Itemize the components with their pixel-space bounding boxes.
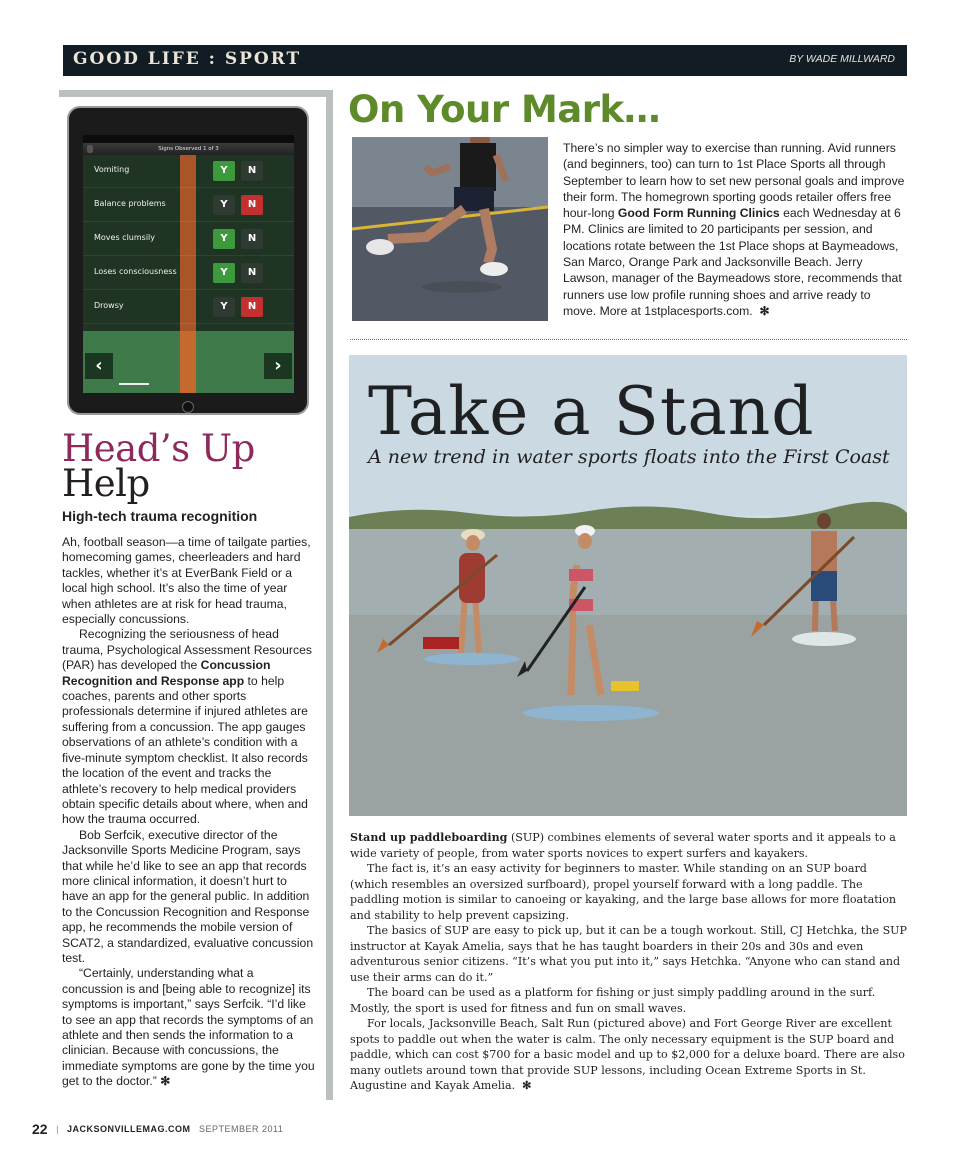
- chevron-right-icon: ›: [264, 353, 292, 379]
- byline: BY WADE MILLWARD: [789, 53, 895, 65]
- ipad-field-stripe: [180, 331, 196, 393]
- yes-button: Y: [213, 229, 235, 249]
- yes-button: Y: [213, 195, 235, 215]
- sidebar-subhead: High-tech trauma recognition: [62, 508, 258, 524]
- ipad-nav-bar: [83, 143, 294, 155]
- ipad-status-bar: [83, 135, 294, 143]
- mark-body: [563, 140, 905, 319]
- yes-button: Y: [213, 263, 235, 283]
- no-button: N: [241, 161, 263, 181]
- stand-body: [350, 830, 908, 1094]
- footer-separator: |: [56, 1124, 59, 1134]
- runner-photo: [352, 137, 548, 321]
- stand-paragraph: The board can be used as a platform for fishing or just simply paddling around in the surf. Mostly, the sport is used for fitness and fun on small waves.: [350, 986, 876, 1015]
- sidebar-paragraph: [62, 627, 316, 827]
- symptom-label: Drowsy: [94, 301, 124, 310]
- ipad-slider-icon: [119, 383, 149, 385]
- ipad-field-image: [83, 331, 294, 393]
- no-button: N: [241, 195, 263, 215]
- symptom-row: [83, 155, 294, 188]
- symptom-label: Vomiting: [94, 165, 130, 174]
- runner-illustration: [352, 137, 548, 321]
- symptom-row: [83, 223, 294, 256]
- stand-paragraph: The fact is, it’s an easy activity for beginners to master. While standing on an SUP board (which resembles an oversized surfboard), propel yourself forward with a long paddle. The paddling motion is similar to canoeing or kayaking, and the large base allows for more floatation and stability to help prevent capsizing.: [350, 862, 897, 922]
- stand-text: For locals, Jacksonville Beach, Salt Run (pictured above) and Fort George River are excellent spots to paddle out when the water is calm. The only necessary equipment is the SUP board and paddle, which can cost $700 for a basic model and up to $2,000 for a deluxe board. There are also many outlets around town that provide SUP lessons, including Ocean Extreme Sports in St. Augustine and Kayak Amelia.: [350, 1017, 905, 1092]
- sidebar-body: [62, 535, 316, 1090]
- symptom-label: Balance problems: [94, 199, 166, 208]
- mark-text: There’s no simpler way to exercise than running. Avid runners (and beginners, too) can turn to 1st Place Sports all through September to learn how to set new personal goals and improve their form. The homegrown sporting goods retailer offers free hour-long: [563, 141, 905, 221]
- footer-date: SEPTEMBER 2011: [198, 1124, 284, 1134]
- chevron-left-icon: ‹: [85, 353, 113, 379]
- sidebar-text: Recognizing the seriousness of head trauma, Psychological Assessment Resources (PAR) has developed the: [62, 627, 312, 673]
- symptom-row: [83, 189, 294, 222]
- ipad-back-button: [87, 145, 93, 153]
- end-mark-icon: ✻: [759, 303, 770, 318]
- stand-paragraph: [350, 1016, 908, 1094]
- section-label: GOOD LIFE : SPORT: [73, 49, 302, 69]
- no-button: N: [241, 297, 263, 317]
- sidebar-paragraph: Bob Serfcik, executive director of the Jacksonville Sports Medicine Program, says that while he’d like to see an app that records more clinical information, it doesn’t hurt to have an app for the general public. In addition to the Concussion Recognition and Response app, he recommends the mobile version of SCAT2, a standardized, evaluative concussion test.: [62, 827, 314, 965]
- yes-button: Y: [213, 161, 235, 181]
- divider: [350, 339, 907, 340]
- page-number: 22: [32, 1121, 48, 1137]
- ipad-screen: [83, 135, 294, 393]
- sidebar-text: to help coaches, parents and other sports professionals determine if injured athletes are suffering from a concussion. The app gauges observations of an athlete’s condition with a five-minute symptom checklist. It also records the location of the event and tracks the athlete’s recovery to help medical providers obtain specific details about where, when and how the trauma occurred.: [62, 673, 308, 827]
- no-button: N: [241, 263, 263, 283]
- sidebar-title-line1: Head’s Up: [62, 427, 255, 470]
- mark-title: On Your Mark…: [348, 88, 661, 131]
- section-header-bar: [63, 45, 907, 76]
- sidebar-title-line2: Help: [62, 462, 150, 505]
- home-button-icon: [182, 401, 194, 413]
- end-mark-icon: ✻: [160, 1074, 171, 1089]
- page-footer: [32, 1121, 283, 1137]
- symptom-label: Loses consciousness: [94, 267, 177, 276]
- stand-paragraph: The basics of SUP are easy to pick up, but it can be a tough workout. Still, CJ Hetchka, the SUP instructor at Kayak Amelia, says that he has taught boarders in their 20s and 30s and even adventurous senior citizens. “It’s what you put into it,” says Hetchka. “Anyone who can stand and use their arms can do it.”: [350, 924, 907, 984]
- footer-site: JACKSONVILLEMAG.COM: [66, 1124, 191, 1134]
- symptom-row: [83, 291, 294, 324]
- sidebar-text: “Certainly, understanding what a concussion is and [being able to recognize] its symptoms is important,” says Serfcik. “I’d like to see an app that records the symptoms of an athlete and then sends the information to a clinician. Because with concussions, the immediate symptoms are gone by the time you get to the doctor.”: [62, 966, 315, 1089]
- symptom-row: [83, 257, 294, 290]
- mark-text: each Wednesday at 6 PM. Clinics are limited to 20 participants per session, and locations rotate between the 1st Place shops at Baymeadows, San Marco, Orange Park and Jacksonville Beach. Jerry Lawson, manager of the Baymeadows store, recommends that runners use low profile running shoes and arrive ready to move. More at 1stplacesports.com.: [563, 206, 902, 318]
- clinic-name: Good Form Running Clinics: [617, 206, 780, 221]
- app-name: Concussion Recognition and Response app: [62, 658, 271, 688]
- ipad-nav-title: Signs Observed 1 of 3: [158, 146, 219, 152]
- sidebar-paragraph: Ah, football season—a time of tailgate parties, homecoming games, cheerleaders and hard tackles, whether it’s at EverBank Field or a local high school. It’s also the time of year when athletes are at risk for head trauma, especially concussions.: [62, 535, 311, 627]
- ipad-photo: [67, 106, 309, 415]
- stand-title: Take a Stand: [368, 373, 815, 450]
- stand-subtitle: A new trend in water sports floats into the First Coast: [368, 446, 890, 468]
- no-button: N: [241, 229, 263, 249]
- sidebar-paragraph: [62, 966, 316, 1089]
- sup-term: Stand up paddleboarding: [350, 831, 508, 844]
- yes-button: Y: [213, 297, 235, 317]
- stand-text: (SUP) combines elements of several water sports and it appeals to a wide variety of people, from water sports novices to expert surfers and kayakers.: [350, 831, 896, 860]
- symptom-label: Moves clumsily: [94, 233, 155, 242]
- stand-paragraph: [350, 830, 908, 861]
- end-mark-icon: ✻: [522, 1079, 532, 1092]
